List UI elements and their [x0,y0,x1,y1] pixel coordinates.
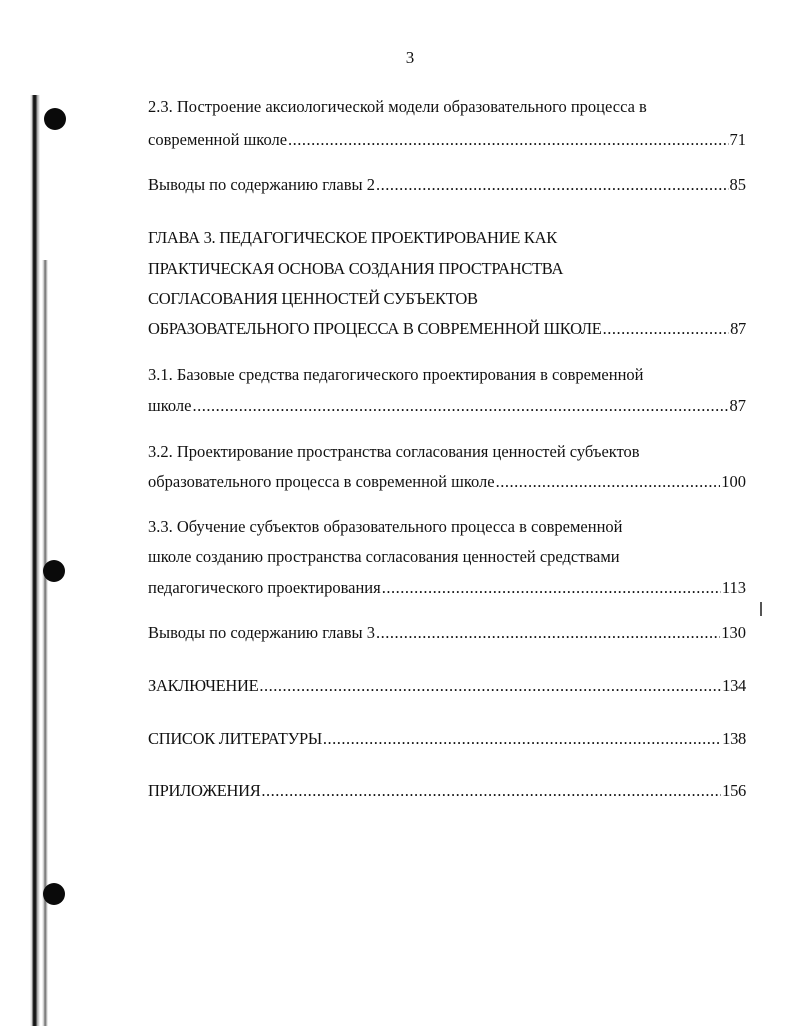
toc-entry-3-3-line3: педагогического проектирования [148,578,381,597]
toc-entry-3-2[interactable] [148,471,746,493]
scan-speck [760,602,762,616]
toc-entry-3-3-line2: школе созданию пространства согласования ценностей средствами [148,547,620,566]
toc-entry-appendices[interactable] [148,780,746,802]
dot-leader [261,780,721,802]
toc-entry-2-3-line2: современной школе [148,130,288,149]
toc-entry-2-3-line1: 2.3. Построение аксиологической модели образовательного процесса в [148,97,647,116]
dot-leader [376,622,720,644]
dot-leader [496,471,721,493]
dot-leader [288,129,728,151]
toc-entry-3-2-page: 100 [721,472,746,491]
punch-hole-middle [43,560,65,582]
toc-entry-3-2-line1: 3.2. Проектирование пространства согласования ценностей субъектов [148,442,640,461]
toc-entry-appendices-page: 156 [722,781,746,800]
toc-entry-2-3-page: 71 [729,130,746,149]
toc-entry-3-3-line1: 3.3. Обучение субъектов образовательного процесса в современной [148,517,623,536]
toc-entry-appendices-text: ПРИЛОЖЕНИЯ [148,781,261,800]
dot-leader [603,318,730,340]
toc-entry-conclusion-3-page: 130 [721,623,746,642]
toc-entry-references-text: СПИСОК ЛИТЕРАТУРЫ [148,729,322,748]
toc-chapter-3-line2: ПРАКТИЧЕСКАЯ ОСНОВА СОЗДАНИЯ ПРОСТРАНСТВА [148,259,564,278]
toc-entry-3-1[interactable] [148,395,746,417]
toc-entry-conclusion-2-page: 85 [729,175,746,194]
toc-entry-3-3-page: 113 [721,578,746,597]
toc-entry-references[interactable] [148,728,746,750]
toc-entry-3-2-line2: образовательного процесса в современной школе [148,472,495,491]
toc-chapter-3-page: 87 [730,319,746,338]
toc-entry-2-3[interactable] [148,129,746,151]
dot-leader [192,395,728,417]
page-number: 3 [405,48,415,67]
dot-leader [259,675,721,697]
toc-entry-3-3[interactable] [148,577,746,599]
toc-entry-3-1-page: 87 [729,396,746,415]
scan-edge-artifact-inner [42,260,48,1026]
punch-hole-bottom [43,883,65,905]
toc-entry-conclusion-3-text: Выводы по содержанию главы 3 [148,623,375,642]
toc-entry-summary[interactable] [148,675,746,697]
dot-leader [376,174,729,196]
toc-entry-summary-page: 134 [722,676,746,695]
toc-entry-conclusion-3[interactable] [148,622,746,644]
dot-leader [323,728,721,750]
toc-chapter-3[interactable] [148,318,746,340]
toc-entry-3-1-line1: 3.1. Базовые средства педагогического проектирования в современной [148,365,644,384]
toc-chapter-3-line1: ГЛАВА 3. ПЕДАГОГИЧЕСКОЕ ПРОЕКТИРОВАНИЕ КАК [148,228,557,247]
toc-entry-conclusion-2-text: Выводы по содержанию главы 2 [148,175,375,194]
toc-entry-3-1-line2: школе [148,396,192,415]
dot-leader [382,577,721,599]
scan-edge-artifact [30,95,40,1026]
toc-chapter-3-line3: СОГЛАСОВАНИЯ ЦЕННОСТЕЙ СУБЪЕКТОВ [148,289,478,308]
toc-entry-summary-text: ЗАКЛЮЧЕНИЕ [148,676,259,695]
toc-chapter-3-line4: ОБРАЗОВАТЕЛЬНОГО ПРОЦЕССА В СОВРЕМЕННОЙ ШКОЛЕ [148,319,602,338]
toc-entry-conclusion-2[interactable] [148,174,746,196]
punch-hole-top [44,108,66,130]
toc-entry-references-page: 138 [722,729,746,748]
